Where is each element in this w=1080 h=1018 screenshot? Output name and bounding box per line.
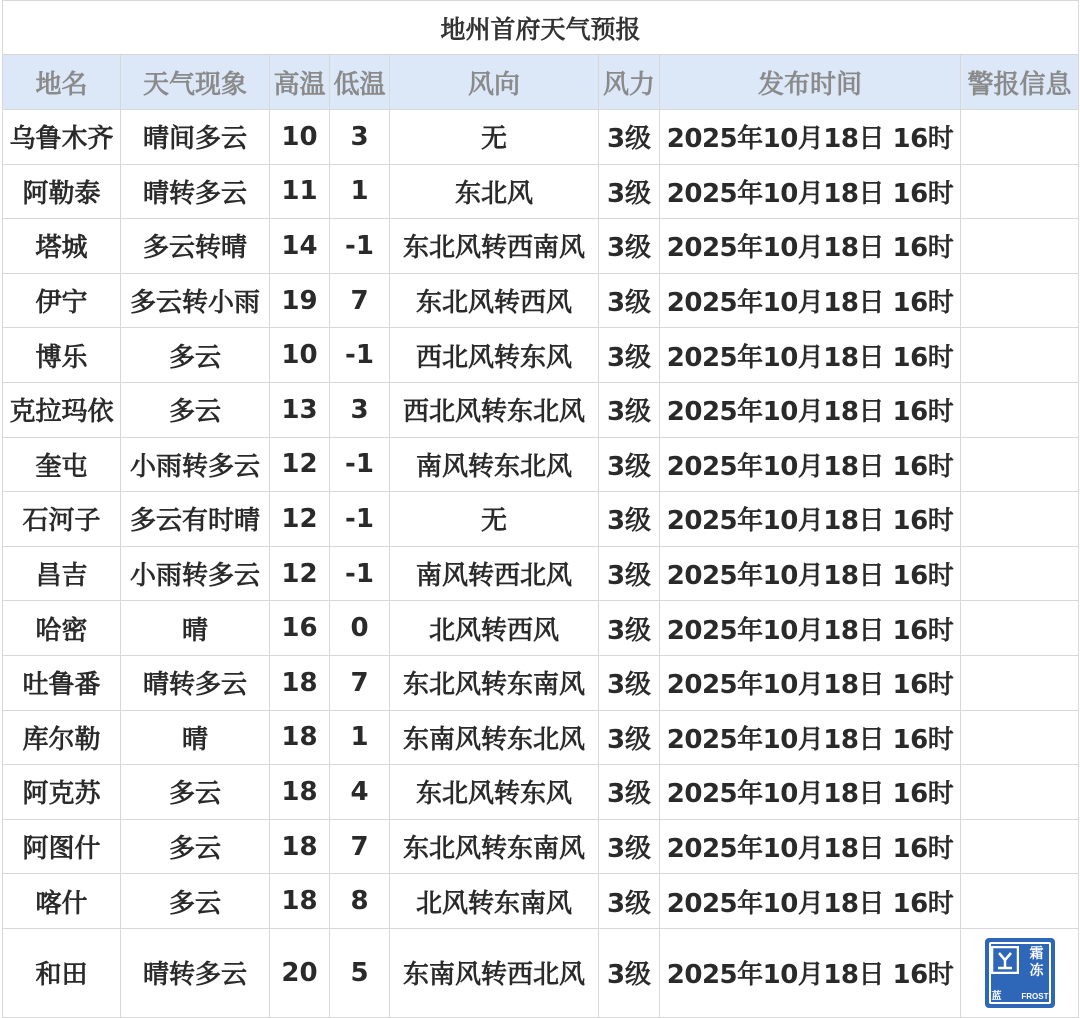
cell-high-temp: 20 — [270, 928, 330, 1017]
cell-wind-direction: 东北风转西南风 — [390, 219, 599, 274]
cell-alert — [961, 546, 1079, 601]
cell-low-temp: 5 — [330, 928, 390, 1017]
cell-wind-force: 3级 — [599, 874, 660, 929]
cell-weather: 晴转多云 — [121, 928, 270, 1017]
cell-wind-direction: 东北风转东南风 — [390, 819, 599, 874]
cell-weather: 小雨转多云 — [121, 437, 270, 492]
cell-wind-direction: 西北风转东北风 — [390, 382, 599, 437]
header-publish-time: 发布时间 — [660, 55, 961, 110]
cell-wind-force: 3级 — [599, 492, 660, 547]
cell-wind-force: 3级 — [599, 655, 660, 710]
cell-publish-time: 2025年10月18日 16时 — [660, 546, 961, 601]
forecast-table — [2, 0, 1079, 1018]
cell-city: 阿图什 — [3, 819, 121, 874]
cell-city: 乌鲁木齐 — [3, 110, 121, 165]
cell-high-temp: 12 — [270, 437, 330, 492]
cell-weather: 多云 — [121, 328, 270, 383]
badge-level-cn: 蓝 — [991, 990, 1002, 1002]
cell-wind-force: 3级 — [599, 928, 660, 1017]
table-row — [3, 765, 1079, 820]
cell-alert — [961, 382, 1079, 437]
table-row — [3, 819, 1079, 874]
cell-city: 阿勒泰 — [3, 164, 121, 219]
cell-weather: 多云 — [121, 874, 270, 929]
frost-warning-icon — [985, 938, 1055, 1008]
badge-name-cn: 霜 冻 — [1029, 945, 1044, 979]
cell-alert — [961, 164, 1079, 219]
cell-weather: 多云转晴 — [121, 219, 270, 274]
cell-wind-force: 3级 — [599, 219, 660, 274]
cell-low-temp: -1 — [330, 546, 390, 601]
cell-wind-force: 3级 — [599, 765, 660, 820]
header-row — [3, 55, 1079, 110]
cell-weather: 小雨转多云 — [121, 546, 270, 601]
cell-wind-direction: 南风转西北风 — [390, 546, 599, 601]
cell-low-temp: 3 — [330, 110, 390, 165]
cell-high-temp: 11 — [270, 164, 330, 219]
cell-low-temp: 1 — [330, 710, 390, 765]
cell-low-temp: -1 — [330, 437, 390, 492]
cell-low-temp: 8 — [330, 874, 390, 929]
table-row — [3, 655, 1079, 710]
cell-alert — [961, 328, 1079, 383]
cell-low-temp: 7 — [330, 273, 390, 328]
cell-wind-force: 3级 — [599, 273, 660, 328]
table-row — [3, 273, 1079, 328]
header-wind-force: 风力 — [599, 55, 660, 110]
cell-publish-time: 2025年10月18日 16时 — [660, 928, 961, 1017]
cell-low-temp: 7 — [330, 819, 390, 874]
cell-publish-time: 2025年10月18日 16时 — [660, 819, 961, 874]
cell-high-temp: 10 — [270, 328, 330, 383]
cell-publish-time: 2025年10月18日 16时 — [660, 492, 961, 547]
cell-publish-time: 2025年10月18日 16时 — [660, 710, 961, 765]
cell-high-temp: 12 — [270, 546, 330, 601]
cell-alert — [961, 874, 1079, 929]
table-row — [3, 164, 1079, 219]
cell-publish-time: 2025年10月18日 16时 — [660, 874, 961, 929]
cell-wind-direction: 无 — [390, 110, 599, 165]
table-row — [3, 219, 1079, 274]
cell-low-temp: 1 — [330, 164, 390, 219]
cell-wind-direction: 东北风 — [390, 164, 599, 219]
header-alert: 警报信息 — [961, 55, 1079, 110]
cell-low-temp: -1 — [330, 219, 390, 274]
cell-weather: 多云有时晴 — [121, 492, 270, 547]
table-row — [3, 382, 1079, 437]
cell-publish-time: 2025年10月18日 16时 — [660, 655, 961, 710]
cell-weather: 晴转多云 — [121, 655, 270, 710]
cell-wind-force: 3级 — [599, 437, 660, 492]
cell-high-temp: 12 — [270, 492, 330, 547]
cell-publish-time: 2025年10月18日 16时 — [660, 110, 961, 165]
cell-weather: 晴间多云 — [121, 110, 270, 165]
cell-alert — [961, 710, 1079, 765]
cell-low-temp: 0 — [330, 601, 390, 656]
cell-alert — [961, 819, 1079, 874]
cell-low-temp: -1 — [330, 492, 390, 547]
cell-weather: 多云转小雨 — [121, 273, 270, 328]
cell-alert — [961, 492, 1079, 547]
header-high: 高温 — [270, 55, 330, 110]
cell-city: 克拉玛依 — [3, 382, 121, 437]
table-row — [3, 437, 1079, 492]
cell-weather: 晴转多云 — [121, 164, 270, 219]
cell-high-temp: 18 — [270, 710, 330, 765]
cell-wind-direction: 北风转东南风 — [390, 874, 599, 929]
cell-high-temp: 16 — [270, 601, 330, 656]
table-row — [3, 328, 1079, 383]
cell-city: 哈密 — [3, 601, 121, 656]
table-row — [3, 546, 1079, 601]
cell-wind-direction: 无 — [390, 492, 599, 547]
cell-publish-time: 2025年10月18日 16时 — [660, 437, 961, 492]
cell-wind-direction: 西北风转东风 — [390, 328, 599, 383]
cell-alert — [961, 219, 1079, 274]
cell-alert — [961, 273, 1079, 328]
title-row — [3, 1, 1079, 55]
cell-wind-direction: 东北风转西风 — [390, 273, 599, 328]
cell-weather: 晴 — [121, 710, 270, 765]
cell-city: 塔城 — [3, 219, 121, 274]
header-city: 地名 — [3, 55, 121, 110]
cell-low-temp: 3 — [330, 382, 390, 437]
cell-alert — [961, 928, 1079, 1017]
cell-high-temp: 19 — [270, 273, 330, 328]
cell-city: 昌吉 — [3, 546, 121, 601]
cell-city: 石河子 — [3, 492, 121, 547]
cell-publish-time: 2025年10月18日 16时 — [660, 273, 961, 328]
cell-weather: 多云 — [121, 765, 270, 820]
cell-city: 喀什 — [3, 874, 121, 929]
cell-city: 阿克苏 — [3, 765, 121, 820]
cell-low-temp: 7 — [330, 655, 390, 710]
table-title: 地州首府天气预报 — [3, 1, 1079, 55]
cell-wind-direction: 南风转东北风 — [390, 437, 599, 492]
cell-publish-time: 2025年10月18日 16时 — [660, 328, 961, 383]
cell-city: 吐鲁番 — [3, 655, 121, 710]
cell-weather: 晴 — [121, 601, 270, 656]
cell-wind-direction: 北风转西风 — [390, 601, 599, 656]
cell-city: 和田 — [3, 928, 121, 1017]
cell-low-temp: -1 — [330, 328, 390, 383]
cell-alert — [961, 765, 1079, 820]
cell-wind-force: 3级 — [599, 328, 660, 383]
header-low: 低温 — [330, 55, 390, 110]
table-row — [3, 110, 1079, 165]
frost-symbol-icon — [991, 946, 1019, 974]
cell-alert — [961, 437, 1079, 492]
cell-high-temp: 18 — [270, 655, 330, 710]
badge-name-en: FROST — [1021, 991, 1049, 1001]
table-row — [3, 928, 1079, 1017]
cell-high-temp: 13 — [270, 382, 330, 437]
cell-city: 伊宁 — [3, 273, 121, 328]
cell-wind-force: 3级 — [599, 710, 660, 765]
cell-alert — [961, 601, 1079, 656]
table-row — [3, 601, 1079, 656]
cell-publish-time: 2025年10月18日 16时 — [660, 765, 961, 820]
table-row — [3, 492, 1079, 547]
cell-high-temp: 18 — [270, 765, 330, 820]
cell-wind-force: 3级 — [599, 601, 660, 656]
cell-publish-time: 2025年10月18日 16时 — [660, 601, 961, 656]
cell-low-temp: 4 — [330, 765, 390, 820]
cell-high-temp: 18 — [270, 874, 330, 929]
cell-publish-time: 2025年10月18日 16时 — [660, 219, 961, 274]
cell-publish-time: 2025年10月18日 16时 — [660, 164, 961, 219]
cell-alert — [961, 655, 1079, 710]
cell-high-temp: 18 — [270, 819, 330, 874]
cell-wind-force: 3级 — [599, 819, 660, 874]
cell-high-temp: 10 — [270, 110, 330, 165]
header-weather: 天气现象 — [121, 55, 270, 110]
cell-city: 库尔勒 — [3, 710, 121, 765]
cell-weather: 多云 — [121, 382, 270, 437]
cell-alert — [961, 110, 1079, 165]
cell-city: 奎屯 — [3, 437, 121, 492]
cell-wind-direction: 东北风转东南风 — [390, 655, 599, 710]
header-wind-direction: 风向 — [390, 55, 599, 110]
cell-wind-direction: 东北风转东风 — [390, 765, 599, 820]
cell-publish-time: 2025年10月18日 16时 — [660, 382, 961, 437]
cell-wind-force: 3级 — [599, 382, 660, 437]
table-row — [3, 874, 1079, 929]
cell-high-temp: 14 — [270, 219, 330, 274]
cell-city: 博乐 — [3, 328, 121, 383]
table-row — [3, 710, 1079, 765]
cell-wind-force: 3级 — [599, 164, 660, 219]
cell-wind-direction: 东南风转东北风 — [390, 710, 599, 765]
cell-wind-direction: 东南风转西北风 — [390, 928, 599, 1017]
cell-wind-force: 3级 — [599, 546, 660, 601]
cell-wind-force: 3级 — [599, 110, 660, 165]
cell-weather: 多云 — [121, 819, 270, 874]
